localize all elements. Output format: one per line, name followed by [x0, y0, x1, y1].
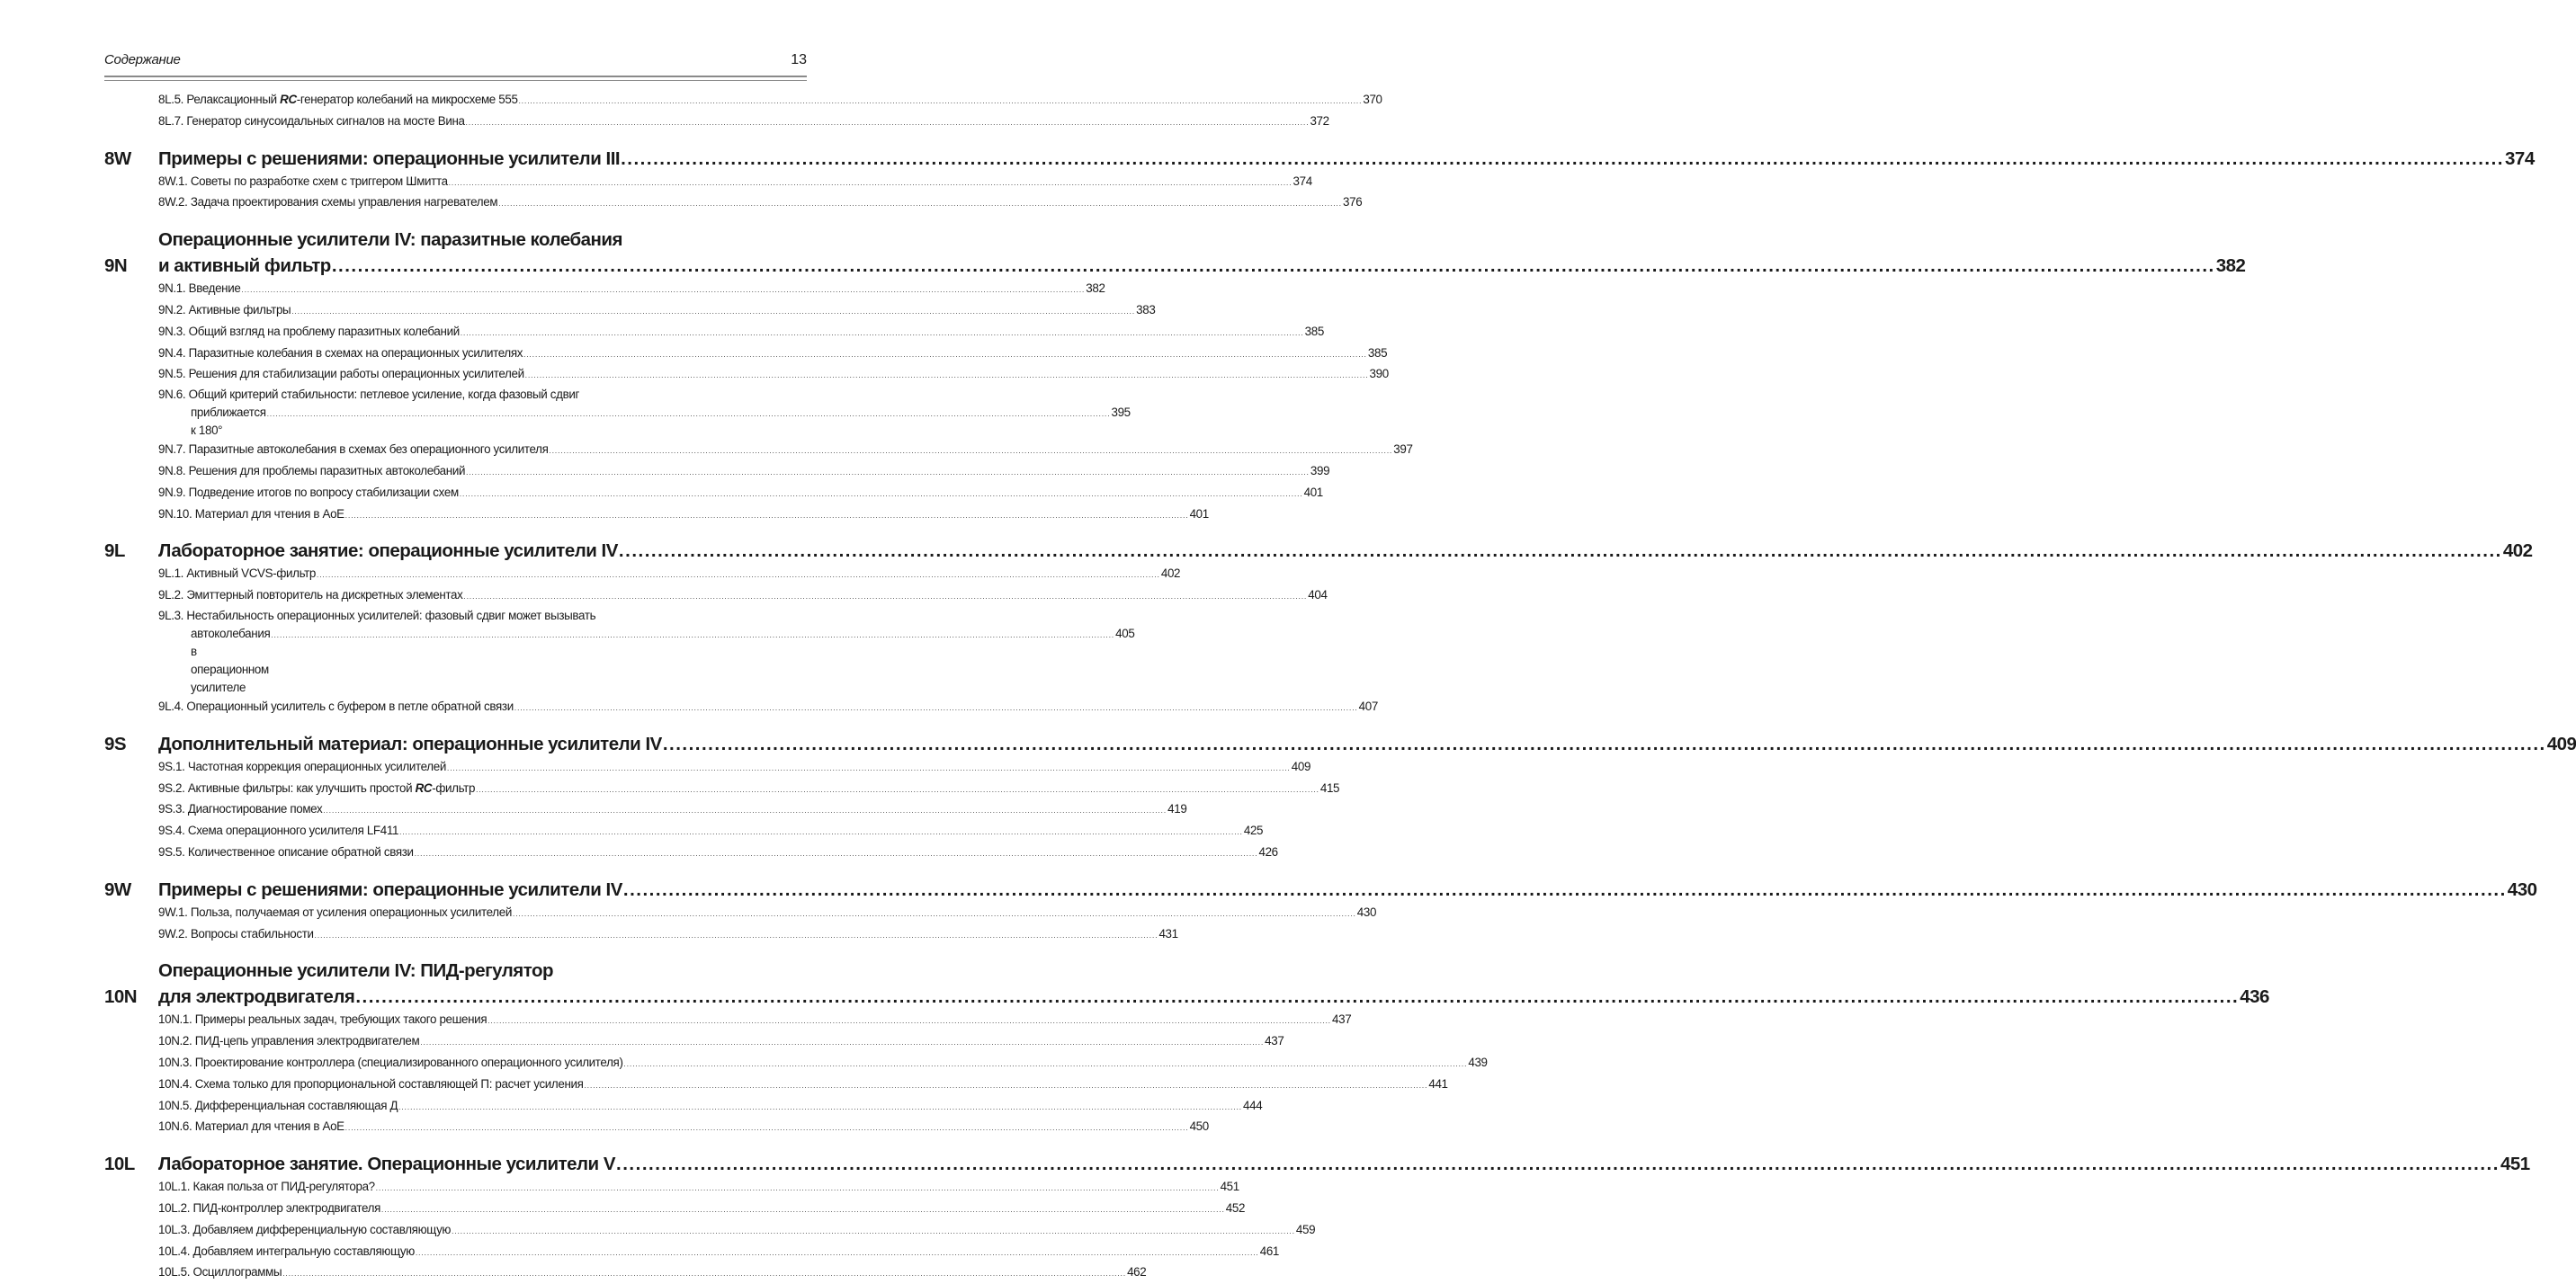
- section-entry[interactable]: [158, 364, 1389, 386]
- section-page-number: 437: [1265, 1034, 1284, 1048]
- dot-leader: [447, 757, 1291, 779]
- section-title[interactable]: 8W.2. Задача проектирования схемы управления нагревателем: [158, 195, 498, 210]
- dot-leader: [355, 984, 2239, 1010]
- section-title[interactable]: 9N.9. Подведение итогов по вопросу стабилизации схем: [158, 485, 459, 499]
- section-title[interactable]: 9W.2. Вопросы стабильности: [158, 926, 314, 941]
- section-title[interactable]: 9L.4. Операционный усилитель с буфером в петле обратной связи: [158, 699, 514, 713]
- dot-leader: [498, 192, 1342, 214]
- page-number: 13: [791, 52, 807, 67]
- section-entry[interactable]: [158, 504, 1209, 526]
- section-title[interactable]: 9L.3. Нестабильность операционных усилителей: фазовый сдвиг может вызывать: [158, 608, 596, 622]
- dot-leader: [549, 440, 1392, 461]
- section-page-number: 407: [1358, 699, 1378, 713]
- section-entry[interactable]: [158, 440, 1413, 461]
- section-title[interactable]: 10L.4. Добавляем интегральную составляющую: [158, 1244, 415, 1258]
- section-page-number: 383: [1136, 302, 1156, 317]
- section-title[interactable]: 9S.2. Активные фильтры: как улучшить простой RC-фильтр: [158, 780, 476, 795]
- section-entry[interactable]: [158, 343, 1388, 365]
- chapter-title-text[interactable]: Дополнительный материал: операционные усилители IV: [158, 733, 662, 754]
- section-page-number: 372: [1310, 113, 1329, 128]
- dot-leader: [461, 322, 1304, 343]
- chapter-entry: [104, 1151, 2530, 1284]
- section-page-number: 444: [1243, 1098, 1263, 1112]
- chapter-title-line: [158, 253, 2245, 279]
- section-list: [158, 1010, 1488, 1138]
- dot-leader: [523, 343, 1367, 365]
- chapter-page-number: 430: [2507, 878, 2537, 900]
- chapter-entry: [104, 958, 2269, 1138]
- dot-leader: [323, 799, 1167, 821]
- section-title[interactable]: 9N.3. Общий взгляд на проблему паразитных колебаний: [158, 324, 460, 338]
- dot-leader: [616, 1151, 2500, 1177]
- dot-leader: [463, 585, 1307, 607]
- chapter-number: 9S: [104, 733, 127, 754]
- dot-leader: [476, 779, 1319, 800]
- chapter-number: 10L: [104, 1154, 135, 1175]
- section-title[interactable]: 9N.6. Общий критерий стабильности: петлевое усиление, когда фазовый сдвиг: [158, 388, 580, 402]
- section-page-number: 452: [1225, 1200, 1246, 1215]
- section-entry[interactable]: [158, 607, 1135, 697]
- dot-leader: [399, 821, 1243, 843]
- section-entry[interactable]: [158, 279, 1105, 300]
- section-page-number: 462: [1127, 1265, 1147, 1280]
- section-list: [158, 757, 1340, 864]
- section-title[interactable]: 9N.10. Материал для чтения в AoE: [158, 506, 344, 521]
- chapter-title: [158, 1151, 2530, 1177]
- section-title[interactable]: 9N.2. Активные фильтры: [158, 302, 291, 317]
- section-entry[interactable]: [158, 924, 1178, 946]
- dot-leader: [345, 504, 1189, 526]
- chapter-number: 9N: [104, 255, 128, 277]
- chapter-title-line: [158, 984, 2269, 1010]
- dot-leader: [376, 1177, 1220, 1199]
- section-page-number: 439: [1468, 1055, 1488, 1069]
- chapter-entry: [104, 227, 2246, 525]
- section-page-number: 431: [1158, 926, 1178, 941]
- section-title[interactable]: 9S.5. Количественное описание обратной связи: [158, 844, 414, 859]
- dot-leader: [624, 1053, 1468, 1074]
- section-page-number: 395: [1111, 406, 1131, 420]
- section-page-number: 415: [1319, 780, 1340, 795]
- section-title[interactable]: 9N.4. Паразитные колебания в схемах на операционных усилителях: [158, 345, 523, 360]
- section-page-number: 401: [1303, 485, 1323, 499]
- section-entry[interactable]: [158, 1031, 1284, 1053]
- chapter-title-text[interactable]: для электродвигателя: [158, 986, 355, 1008]
- section-page-number: 404: [1308, 588, 1328, 602]
- dot-leader: [317, 564, 1160, 585]
- section-entry[interactable]: [158, 843, 1278, 864]
- section-entry[interactable]: [158, 821, 1264, 843]
- section-page-number: 385: [1304, 324, 1324, 338]
- section-entry[interactable]: [158, 1053, 1488, 1074]
- section-entry[interactable]: [158, 322, 1324, 343]
- section-list: [158, 1177, 1316, 1284]
- section-entry[interactable]: [158, 172, 1312, 193]
- section-page-number: 426: [1258, 844, 1278, 859]
- section-entry[interactable]: [158, 483, 1323, 504]
- section-title: [158, 607, 807, 625]
- dot-leader: [315, 924, 1158, 946]
- dot-leader: [623, 877, 2507, 903]
- chapter-title: [158, 146, 2535, 172]
- dot-leader: [466, 461, 1310, 483]
- section-page-number: 461: [1259, 1244, 1280, 1258]
- section-entry[interactable]: [158, 697, 1378, 718]
- section-entry[interactable]: [158, 386, 1131, 440]
- dot-leader: [452, 1220, 1295, 1242]
- emphasis-text: RC: [415, 780, 433, 795]
- dot-leader: [381, 1199, 1225, 1220]
- section-entry[interactable]: [158, 1096, 1263, 1118]
- chapter-title-text[interactable]: и активный фильтр: [158, 255, 331, 277]
- chapter-title-text[interactable]: Примеры с решениями: операционные усилители IV: [158, 878, 622, 900]
- dot-leader: [460, 483, 1303, 504]
- section-entry[interactable]: [158, 903, 1377, 924]
- section-entry[interactable]: [158, 1074, 1448, 1096]
- section-page-number: 441: [1428, 1076, 1448, 1091]
- dot-leader: [513, 903, 1356, 924]
- dot-leader: [271, 625, 1114, 645]
- section-entry[interactable]: [158, 1199, 1246, 1220]
- chapter-title-line: [158, 227, 2245, 253]
- chapter-title-text[interactable]: Лабораторное занятие: операционные усилители IV: [158, 540, 618, 562]
- chapter-title-text[interactable]: Операционные усилители IV: паразитные колебания: [158, 229, 622, 251]
- chapter-heading[interactable]: [104, 877, 2537, 903]
- dot-leader: [241, 279, 1085, 300]
- section-page-number: 405: [1115, 626, 1135, 640]
- section-title[interactable]: 10N.4. Схема только для пропорциональной составляющей П: расчет усиления: [158, 1076, 584, 1091]
- dot-leader: [619, 538, 2502, 564]
- section-title[interactable]: 10N.3. Проектирование контроллера (специализированного операционного усилителя): [158, 1055, 623, 1069]
- chapter-number: 9W: [104, 878, 131, 900]
- chapter-heading[interactable]: [104, 146, 2535, 172]
- section-title[interactable]: 10N.6. Материал для чтения в AoE: [158, 1119, 344, 1134]
- chapter-page-number: 409: [2546, 733, 2576, 754]
- section-title-cont-text: автоколебания в операционном усилителе: [191, 626, 271, 694]
- chapter-entry: [104, 90, 1382, 133]
- chapter-heading[interactable]: [104, 1151, 2530, 1177]
- table-of-contents: [104, 90, 2576, 1284]
- chapter-title-line: [158, 958, 2269, 984]
- chapter-title-text[interactable]: Примеры с решениями: операционные усилители III: [158, 147, 621, 169]
- dot-leader: [267, 404, 1111, 424]
- chapter-page-number: 382: [2215, 255, 2246, 277]
- section-entry[interactable]: [158, 757, 1311, 779]
- section-page-number: 382: [1086, 281, 1105, 296]
- chapter-title: [158, 538, 2533, 564]
- dot-leader: [345, 1117, 1189, 1138]
- section-entry[interactable]: [158, 90, 1382, 111]
- section-page-number: 451: [1220, 1180, 1239, 1194]
- section-page-number: 397: [1393, 442, 1413, 457]
- section-entry[interactable]: [158, 300, 1156, 322]
- chapter-title: [158, 227, 2245, 279]
- dot-leader: [398, 1096, 1242, 1118]
- section-entry[interactable]: [158, 1262, 1147, 1284]
- dot-leader: [525, 364, 1369, 386]
- section-page-number: 419: [1167, 802, 1187, 816]
- chapter-number: 10N: [104, 986, 138, 1008]
- dot-leader: [449, 172, 1292, 193]
- dot-leader: [420, 1031, 1264, 1053]
- chapter-entry: [104, 731, 2576, 864]
- section-list: [158, 564, 1378, 718]
- dot-leader: [585, 1074, 1428, 1096]
- chapter-title-line: [158, 146, 2535, 172]
- section-entry[interactable]: [158, 585, 1328, 607]
- chapter-entry: [104, 538, 2533, 718]
- section-entry[interactable]: [158, 799, 1187, 821]
- section-title[interactable]: 9L.2. Эмиттерный повторитель на дискретных элементах: [158, 588, 463, 602]
- section-title[interactable]: 9S.1. Частотная коррекция операционных усилителей: [158, 759, 446, 773]
- section-list: [158, 90, 1382, 133]
- dot-leader: [415, 843, 1258, 864]
- emphasis-text: RC: [280, 93, 297, 106]
- chapter-heading[interactable]: [104, 538, 2533, 564]
- section-entry[interactable]: [158, 1242, 1280, 1263]
- section-entry[interactable]: [158, 192, 1363, 214]
- section-entry[interactable]: [158, 1177, 1239, 1199]
- section-title[interactable]: 8L.5. Релаксационный RC-генератор колебаний на микросхеме 555: [158, 93, 518, 106]
- chapter-heading[interactable]: [104, 227, 2246, 279]
- section-page-number: 402: [1160, 566, 1181, 581]
- chapter-heading[interactable]: [104, 958, 2269, 1010]
- chapter-title: [158, 731, 2576, 757]
- dot-leader: [291, 300, 1135, 322]
- section-list: [158, 903, 1377, 946]
- chapter-title-text[interactable]: Операционные усилители IV: ПИД-регулятор: [158, 960, 554, 982]
- dot-leader: [519, 90, 1363, 111]
- section-entry[interactable]: [158, 111, 1329, 133]
- section-page-number: 376: [1343, 195, 1363, 210]
- section-entry[interactable]: [158, 461, 1330, 483]
- section-page-number: 459: [1295, 1222, 1316, 1236]
- section-page-number: 385: [1367, 345, 1388, 360]
- section-page-number: 370: [1363, 93, 1382, 106]
- dot-leader: [514, 697, 1358, 718]
- section-title[interactable]: 9N.8. Решения для проблемы паразитных автоколебаний: [158, 463, 466, 477]
- chapter-title-line: [158, 731, 2576, 757]
- dot-leader: [663, 731, 2546, 757]
- section-page-number: 399: [1310, 463, 1330, 477]
- dot-leader: [487, 1010, 1331, 1031]
- section-title[interactable]: 8L.7. Генератор синусоидальных сигналов на мосте Вина: [158, 113, 465, 128]
- section-entry[interactable]: [158, 779, 1340, 800]
- running-title: Содержание: [104, 52, 181, 67]
- chapter-page-number: 374: [2505, 147, 2535, 169]
- dot-leader: [282, 1262, 1126, 1284]
- chapter-number: 8W: [104, 147, 131, 169]
- chapter-heading[interactable]: [104, 731, 2576, 757]
- section-title[interactable]: 8W.1. Советы по разработке схем с триггером Шмитта: [158, 174, 448, 188]
- section-title[interactable]: 10N.1. Примеры реальных задач, требующих такого решения: [158, 1012, 487, 1027]
- section-title-continuation: [158, 404, 1131, 440]
- section-title[interactable]: 9N.5. Решения для стабилизации работы операционных усилителей: [158, 367, 524, 381]
- dot-leader: [466, 111, 1310, 133]
- section-title[interactable]: 9S.3. Диагностирование помех: [158, 802, 323, 816]
- section-title-continuation: [158, 625, 1135, 697]
- section-entry[interactable]: [158, 1220, 1316, 1242]
- section-page-number: 401: [1189, 506, 1209, 521]
- section-page-number: 430: [1356, 905, 1377, 919]
- section-title[interactable]: 9L.1. Активный VCVS-фильтр: [158, 566, 317, 581]
- section-list: [158, 172, 1363, 215]
- section-page-number: 409: [1291, 759, 1311, 773]
- chapter-title: [158, 958, 2269, 1010]
- section-title[interactable]: 9W.1. Польза, получаемая от усиления операционных усилителей: [158, 905, 512, 919]
- section-title[interactable]: 9N.7. Паразитные автоколебания в схемах без операционного усилителя: [158, 442, 549, 457]
- section-title[interactable]: 10N.2. ПИД-цепь управления электродвигателем: [158, 1034, 420, 1048]
- header-rule: [104, 76, 807, 81]
- section-title[interactable]: 10L.5. Осциллограммы: [158, 1265, 282, 1280]
- dot-leader: [416, 1242, 1259, 1263]
- chapter-page-number: 402: [2502, 540, 2533, 562]
- chapter-title-text[interactable]: Лабораторное занятие. Операционные усилители V: [158, 1154, 616, 1175]
- section-title[interactable]: 10L.3. Добавляем дифференциальную составляющую: [158, 1222, 452, 1236]
- section-title: [158, 386, 807, 404]
- chapter-title-line: [158, 877, 2537, 903]
- chapter-title: [158, 877, 2537, 903]
- chapter-page-number: 436: [2240, 986, 2269, 1008]
- dot-leader: [621, 146, 2504, 172]
- section-title[interactable]: 9N.1. Введение: [158, 281, 241, 296]
- chapter-title-line: [158, 538, 2533, 564]
- running-head: [104, 52, 807, 74]
- section-page-number: 450: [1189, 1119, 1209, 1134]
- chapter-number: 9L: [104, 540, 125, 562]
- section-title[interactable]: 10L.1. Какая польза от ПИД-регулятора?: [158, 1180, 375, 1194]
- section-page-number: 437: [1332, 1012, 1352, 1027]
- section-title-cont-text: приближается к 180°: [191, 406, 266, 438]
- section-page-number: 425: [1243, 824, 1264, 838]
- section-page-number: 374: [1292, 174, 1312, 188]
- section-title[interactable]: 9S.4. Схема операционного усилителя LF411: [158, 824, 399, 838]
- section-entry[interactable]: [158, 564, 1181, 585]
- dot-leader: [332, 253, 2215, 279]
- chapter-entry: [104, 877, 2537, 946]
- chapter-entry: [104, 146, 2535, 215]
- section-title[interactable]: 10L.2. ПИД-контроллер электродвигателя: [158, 1200, 380, 1215]
- chapter-title-line: [158, 1151, 2530, 1177]
- chapter-page-number: 451: [2500, 1154, 2530, 1175]
- section-entry[interactable]: [158, 1117, 1209, 1138]
- section-title[interactable]: 10N.5. Дифференциальная составляющая Д: [158, 1098, 398, 1112]
- section-list: [158, 279, 1413, 525]
- section-page-number: 390: [1369, 367, 1389, 381]
- section-entry[interactable]: [158, 1010, 1352, 1031]
